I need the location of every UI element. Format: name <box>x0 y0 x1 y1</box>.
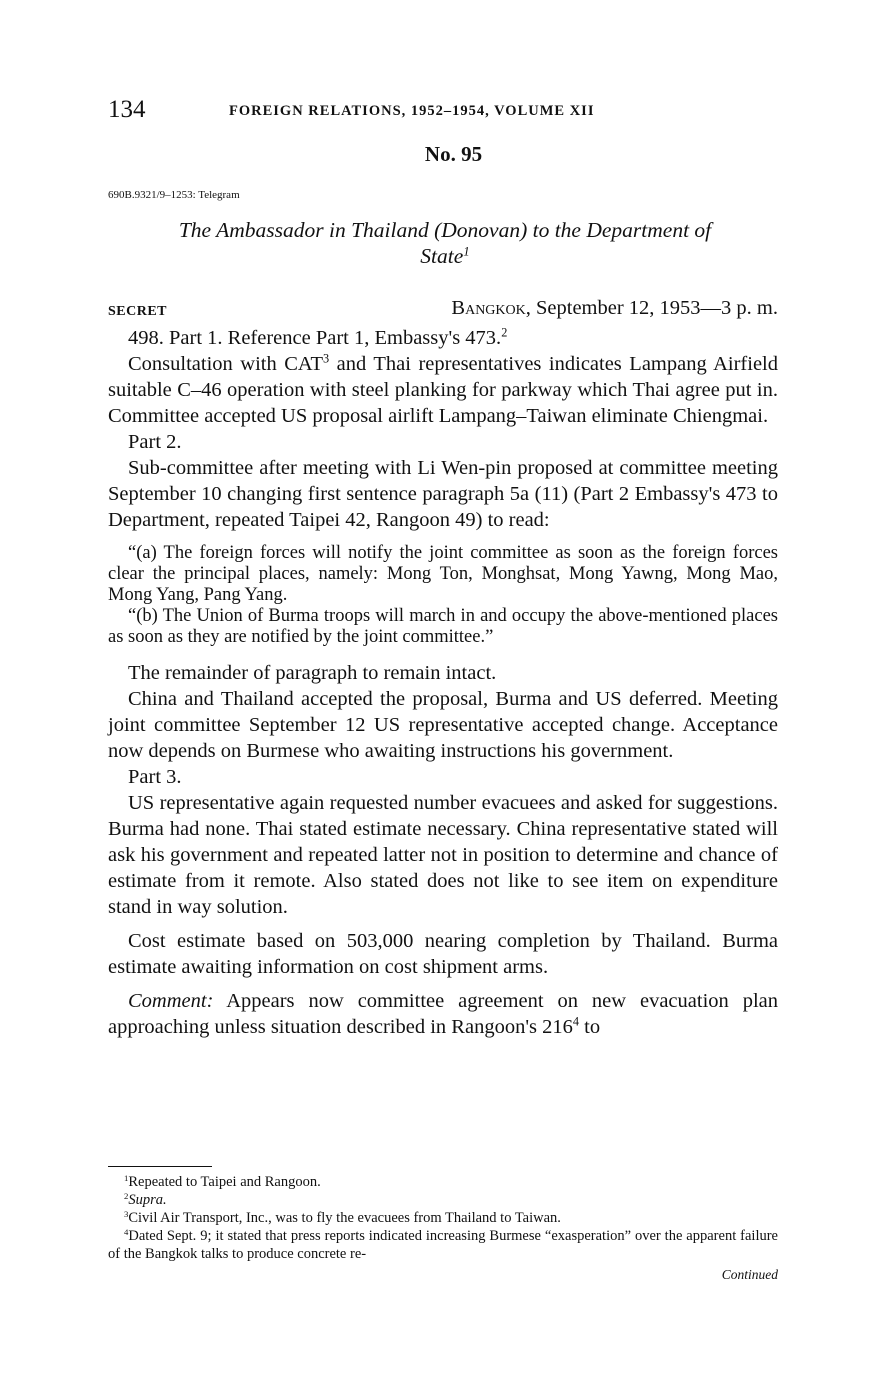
document-number: No. 95 <box>424 142 483 166</box>
footnote-mark-1: 1 <box>124 1172 129 1183</box>
paragraph-acceptance: China and Thailand accepted the proposal, Burma and US deferred. Meeting joint committee September 12 US representative accepted change. Acceptance now depends on Burmese who awaiting instructions his government. <box>108 688 778 762</box>
footnote-ref-4: 4 <box>572 1014 580 1029</box>
footnote-3-text: Civil Air Transport, Inc., was to fly the evacuees from Thailand to Taiwan. <box>128 1210 561 1226</box>
paragraph-comment-text-b: to <box>579 1016 601 1038</box>
quote-a: “(a) The foreign forces will notify the joint committee as soon as the foreign forces clear the principal places, namely: Mong Ton, Monghsat, Mong Yawng, Mong Mao, Mong Yang, Pang Yang. <box>108 543 778 605</box>
block-quote <box>108 543 778 648</box>
paragraph-consultation-text-b: and Thai representatives indicates Lampang Airfield suitable C–46 operation with steel planking for parkway which Thai agree put in. Committee accepted US proposal airlift Lampang–Taiwan eliminate Chiengmai. <box>108 353 778 427</box>
document-title-line-1: The Ambassador in Thailand (Donovan) to the Department of <box>178 218 712 242</box>
paragraph-part-2: Part 2. <box>128 431 182 453</box>
paragraph-comment <box>108 988 778 1040</box>
paragraph-reference-text: 498. Part 1. Reference Part 1, Embassy's 473. <box>128 327 502 349</box>
footnotes <box>108 1173 778 1263</box>
footnote-1 <box>108 1173 778 1191</box>
file-reference: 690B.9321/9–1253: Telegram <box>108 189 240 201</box>
dateline-place: Bangkok, <box>451 297 531 319</box>
document-title <box>120 217 770 269</box>
running-title: FOREIGN RELATIONS, 1952–1954, VOLUME XII <box>229 103 595 119</box>
footnote-mark-4: 4 <box>124 1226 129 1237</box>
comment-label: Comment: <box>128 990 214 1012</box>
classification-label: SECRET <box>108 304 168 319</box>
footnote-mark-3: 3 <box>124 1208 129 1219</box>
document-title-line-2 <box>120 243 770 269</box>
footnote-ref-3: 3 <box>322 351 330 366</box>
footnote-3 <box>108 1209 778 1227</box>
page-number: 134 <box>108 96 146 123</box>
footnote-4 <box>108 1227 778 1263</box>
quote-b: “(b) The Union of Burma troops will march in and occupy the above-mentioned places as soon as they are notified by the joint committee.” <box>108 606 778 647</box>
running-header <box>108 96 778 126</box>
title-footnote-ref: 1 <box>463 244 470 259</box>
footnote-4-text: Dated Sept. 9; it stated that press reports indicated increasing Burmese “exasperation” over the apparent failure of the Bangkok talks to produce concrete re- <box>108 1228 778 1262</box>
footnote-2 <box>108 1191 778 1209</box>
footnote-2-text: Supra. <box>128 1192 167 1208</box>
footnote-rule <box>108 1166 212 1167</box>
dateline-date: September 12, 1953—3 p. m. <box>536 297 778 319</box>
document-title-cont: State <box>420 244 464 268</box>
footnote-1-text: Repeated to Taipei and Rangoon. <box>128 1174 321 1190</box>
paragraph-consultation-text-a: Consultation with CAT <box>128 353 323 375</box>
continued-label: Continued <box>721 1267 778 1282</box>
footnote-mark-2: 2 <box>124 1190 129 1201</box>
paragraph-remainder: The remainder of paragraph to remain intact. <box>128 662 497 684</box>
paragraph-consultation <box>108 351 778 429</box>
telegram-body <box>108 325 778 1040</box>
paragraph-part-3: Part 3. <box>128 766 182 788</box>
paragraph-comment-text-a: Appears now committee agreement on new evacuation plan approaching unless situation described in Rangoon's 216 <box>108 990 778 1038</box>
paragraph-reference <box>108 325 778 351</box>
classification-dateline <box>108 297 778 323</box>
dateline <box>451 297 778 320</box>
footnote-ref-2: 2 <box>501 325 508 340</box>
paragraph-cost-estimate: Cost estimate based on 503,000 nearing completion by Thailand. Burma estimate awaiting information on cost shipment arms. <box>108 930 778 978</box>
paragraph-evacuees: US representative again requested number evacuees and asked for suggestions. Burma had none. Thai stated estimate necessary. China representative stated will ask his government and repeated latter not in position to determine and chance of estimate from it remote. Also stated does not like to see item on expenditure stand in way solution. <box>108 792 778 918</box>
paragraph-subcommittee: Sub-committee after meeting with Li Wen-pin proposed at committee meeting September 10 changing first sentence paragraph 5a (11) (Part 2 Embassy's 473 to Department, repeated Taipei 42, Rangoon 49) to read: <box>108 457 778 531</box>
